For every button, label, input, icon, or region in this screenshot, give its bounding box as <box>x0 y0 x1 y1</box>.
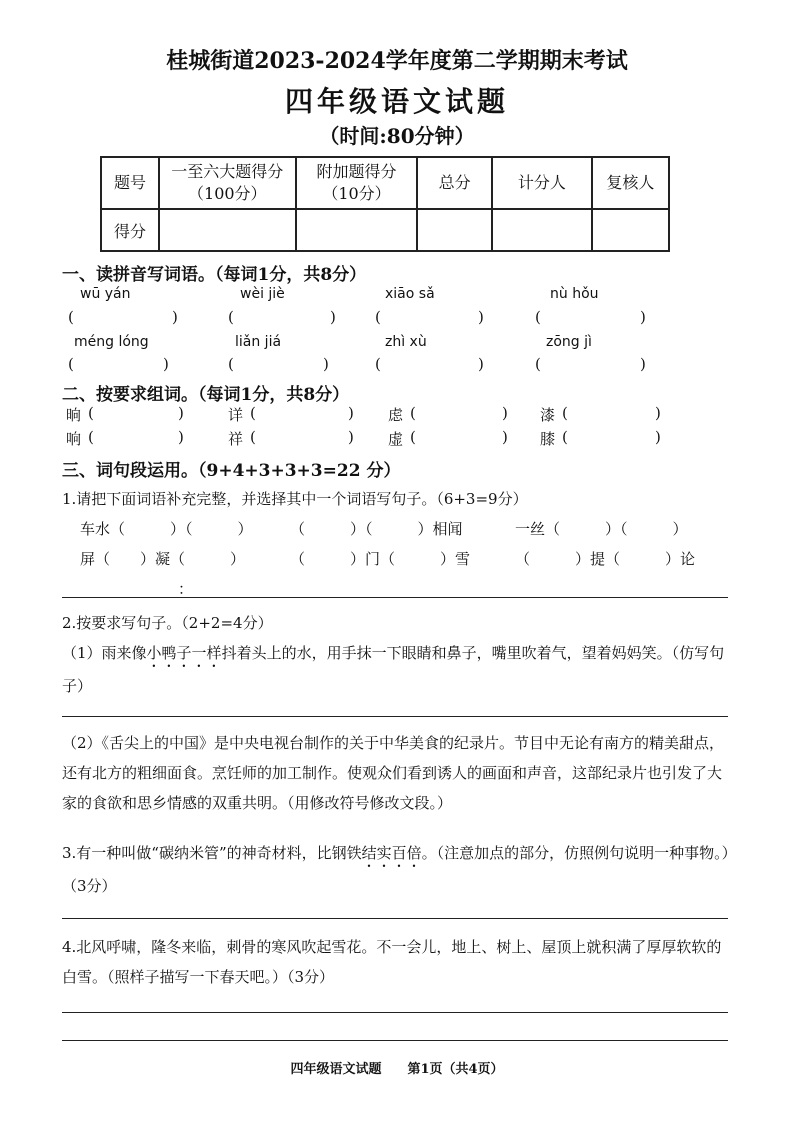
pinyin: wū yán <box>80 286 131 302</box>
answer-paren-right: ) <box>655 404 661 422</box>
score-header-cell: 总分 <box>417 157 491 209</box>
idiom-blank: （ ）（ ）相闻 <box>290 520 463 538</box>
question-2-1: （1）雨来像小鸭子一样抖着头上的水，用手抹一下眼睛和鼻子，嘴里吹着气，望着妈妈笑。（仿写句子） <box>62 644 725 695</box>
score-cell[interactable] <box>592 209 669 251</box>
question-3: 3.有一种叫做“碳纳米管”的神奇材料，比钢铁结实百倍。（注意加点的部分，仿照例句说明一种事物。）（3分） <box>62 844 730 895</box>
pinyin: liǎn jiá <box>235 334 282 350</box>
answer-paren-left: ( <box>562 404 568 422</box>
answer-line[interactable] <box>62 716 728 717</box>
paper-title: 四年级语文试题 <box>284 85 509 118</box>
score-table-score-row <box>101 209 669 251</box>
answer-paren-right: ) <box>348 404 354 422</box>
word-char: 膝 <box>540 430 556 448</box>
answer-paren-right: ) <box>478 308 484 326</box>
word-char: 虚 <box>388 430 404 448</box>
answer-paren-left: ( <box>228 355 234 373</box>
pinyin: xiāo sǎ <box>385 286 435 302</box>
score-header-cell: 计分人 <box>492 157 592 209</box>
answer-paren-left: ( <box>88 404 94 422</box>
idiom-blank: 车水（ ）（ ） <box>80 520 253 538</box>
answer-paren-left: ( <box>250 404 256 422</box>
answer-paren-left: ( <box>250 428 256 446</box>
word-char: 祥 <box>228 430 244 448</box>
answer-paren-right: ) <box>330 308 336 326</box>
answer-paren-right: ) <box>478 355 484 373</box>
score-table <box>100 156 670 252</box>
answer-paren-right: ) <box>640 308 646 326</box>
score-cell[interactable] <box>159 209 296 251</box>
score-header-cell: 复核人 <box>592 157 669 209</box>
answer-paren-left: ( <box>88 428 94 446</box>
answer-paren-left: ( <box>410 428 416 446</box>
answer-paren-right: ) <box>323 355 329 373</box>
section1-title: 一、读拼音写词语。（每词1分，共8分） <box>62 265 367 285</box>
question-2-2: （2）《舌尖上的中国》是中央电视台制作的关于中华美食的纪录片。节目中无论有南方的精美甜点，还有北方的粗细面食。烹饪师的加工制作。使观众们看到诱人的画面和声音，这部纪录片也引发了大家的食欲和思乡情感的双重共明。（用修改符号修改文段。） <box>62 734 725 812</box>
answer-paren-right: ) <box>178 428 184 446</box>
answer-paren-left: ( <box>68 308 74 326</box>
word-char: 虑 <box>388 406 404 424</box>
pinyin: zōng jì <box>546 334 592 350</box>
section2-title: 二、按要求组词。（每词1分，共8分） <box>62 385 350 405</box>
answer-line[interactable] <box>62 597 728 598</box>
answer-paren-right: ) <box>502 428 508 446</box>
question-2: 2.按要求写句子。（2+2=4分） <box>62 614 273 632</box>
page-footer: 四年级语文试题 第1页（共4页） <box>290 1062 504 1077</box>
answer-paren-right: ) <box>172 308 178 326</box>
answer-line[interactable] <box>62 1040 728 1041</box>
score-table-header-row <box>101 157 669 209</box>
score-header-cell: 附加题得分（10分） <box>296 157 418 209</box>
answer-paren-left: ( <box>375 308 381 326</box>
answer-paren-right: ) <box>163 355 169 373</box>
idiom-blank: （ ）提（ ）论 <box>515 550 696 568</box>
section3-title: 三、词句段运用。（9+4+3+3+3=22 分） <box>62 461 401 481</box>
score-cell[interactable] <box>296 209 418 251</box>
score-cell[interactable] <box>417 209 491 251</box>
word-char: 响 <box>66 430 82 448</box>
pinyin: méng lóng <box>74 334 149 350</box>
score-row-label: 得分 <box>101 209 159 251</box>
time-limit: （时间:80分钟） <box>319 124 475 148</box>
word-char: 详 <box>228 406 244 424</box>
idiom-blank: 屏（ ）凝（ ） <box>80 550 246 568</box>
pinyin: nù hǒu <box>550 286 599 302</box>
answer-paren-left: ( <box>410 404 416 422</box>
idiom-blank: 一丝（ ）（ ） <box>515 520 688 538</box>
score-cell[interactable] <box>492 209 592 251</box>
emphasized-text: 结实百倍 <box>361 844 422 862</box>
idiom-blank: （ ）门（ ）雪 <box>290 550 471 568</box>
exam-title: 桂城街道2023-2024学年度第二学期期末考试 <box>166 48 628 74</box>
question-4: 4.北风呼啸，隆冬来临，刺骨的寒风吹起雪花。不一会儿，地上、树上、屋顶上就积满了厚厚软软的白雪。（照样子描写一下春天吧。）（3分） <box>62 938 722 986</box>
answer-paren-right: ) <box>655 428 661 446</box>
answer-paren-right: ) <box>348 428 354 446</box>
answer-paren-left: ( <box>228 308 234 326</box>
word-char: 漆 <box>540 406 556 424</box>
question-1: 1.请把下面词语补充完整，并选择其中一个词语写句子。（6+3=9分） <box>62 490 528 508</box>
score-header-cell: 题号 <box>101 157 159 209</box>
pinyin: zhì xù <box>385 334 427 350</box>
emphasized-text: 小鸭子一样 <box>146 644 222 662</box>
answer-paren-left: ( <box>535 308 541 326</box>
answer-mark: ： <box>178 580 194 598</box>
answer-paren-left: ( <box>375 355 381 373</box>
word-char: 晌 <box>66 406 82 424</box>
answer-paren-left: ( <box>562 428 568 446</box>
score-header-cell: 一至六大题得分（100分） <box>159 157 296 209</box>
answer-paren-right: ) <box>640 355 646 373</box>
answer-paren-right: ) <box>178 404 184 422</box>
pinyin: wèi jiè <box>240 286 285 302</box>
answer-paren-left: ( <box>535 355 541 373</box>
answer-paren-left: ( <box>68 355 74 373</box>
answer-line[interactable] <box>62 918 728 919</box>
answer-line[interactable] <box>62 1012 728 1013</box>
answer-paren-right: ) <box>502 404 508 422</box>
